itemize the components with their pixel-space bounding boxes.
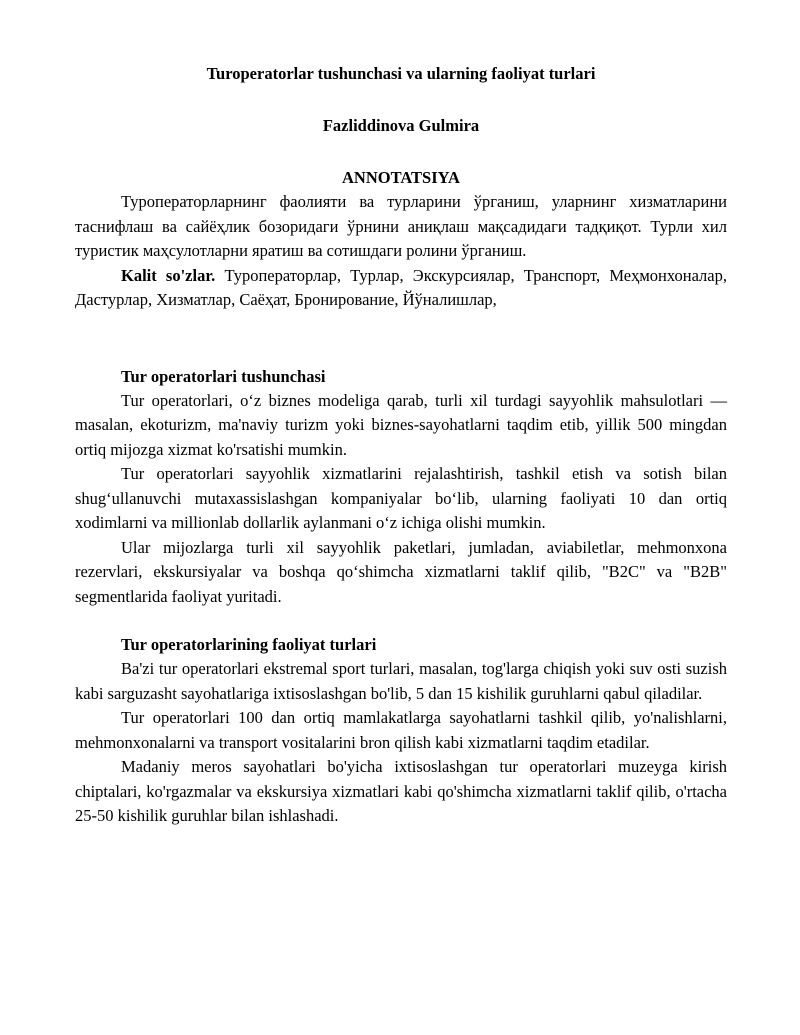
section1-paragraph-1: Tur operatorlari, o‘z biznes modeliga qarab, turli xil turdagi sayyohlik mahsulotlari — masalan, ekoturizm, ma'naviy turizm yoki biznes-sayohatlarni taqdim etib, yillik 500 mingdan ortiq mijozga xizmat ko'rsatishi mumkin. [75, 390, 727, 459]
document-title: Turoperatorlar tushunchasi va ularning faoliyat turlari [206, 64, 596, 83]
document-page [75, 62, 727, 829]
keywords-text: Туроператорлар, Турлар, Экскурсиялар, Транспорт, Меҳмонхоналар, Дастурлар, Хизматлар, Саёҳат, Бронирование, Йўналишлар, [75, 265, 727, 309]
section-heading-concept: Tur operatorlari tushunchasi [121, 366, 326, 386]
section1-paragraph-3: Ular mijozlarga turli xil sayyohlik paketlari, jumladan, aviabiletlar, mehmonxona rezervlari, ekskursiyalar va boshqa qo‘shimcha xizmatlarni taklif qilib, "B2C" va "B2B" segmentlarida faoliyat yuritadi. [75, 537, 727, 606]
author-name: Fazliddinova Gulmira [322, 116, 480, 135]
section1-paragraph-2: Tur operatorlari sayyohlik xizmatlarini rejalashtirish, tashkil etish va sotish bilan shug‘ullanuvchi mutaxassislashgan kompaniyalar bo‘lib, ularning faoliyati 10 dan ortiq xodimlarni va millionlab dollarlik aylanmani o‘z ichiga olishi mumkin. [75, 464, 727, 532]
section2-paragraph-2: Tur operatorlari 100 dan ortiq mamlakatlarga sayohatlarni tashkil qilib, yo'nalishlarni, mehmonxonalarni va transport vositalarini bron qilish kabi xizmatlarni taqdim etadilar. [75, 708, 727, 752]
keywords-paragraph [75, 264, 727, 313]
section2-paragraph-1: Ba'zi tur operatorlari ekstremal sport turlari, masalan, tog'larga chiqish yoki suv osti suzish kabi sarguzasht sayohatlariga ixtisoslashgan bo'lib, 5 dan 15 kishilik guruhlarni qabul qiladilar. [75, 659, 727, 703]
section-heading-activity-types: Tur operatorlarining faoliyat turlari [121, 635, 377, 654]
annotation-heading: ANNOTATSIYA [342, 168, 460, 187]
annotation-text: Туроператорларнинг фаолияти ва турларини ўрганиш, уларнинг хизматларини таснифлаш ва сайёҳлик бозоридаги ўрнини аниқлаш мақсадидаги тадқиқот. Турли хил туристик маҳсулотларни яратиш ва сотишдаги ролини ўрганиш. [75, 192, 727, 260]
section2-paragraph-3: Madaniy meros sayohatlari bo'yicha ixtisoslashgan tur operatorlari muzeyga kirish chiptalari, ko'rgazmalar va ekskursiya xizmatlari kabi qo'shimcha xizmatlarni taklif qilib, o'rtacha 25-50 kishilik guruhlar bilan ishlashadi. [75, 757, 727, 825]
keywords-label: Kalit so'zlar. [121, 265, 216, 285]
